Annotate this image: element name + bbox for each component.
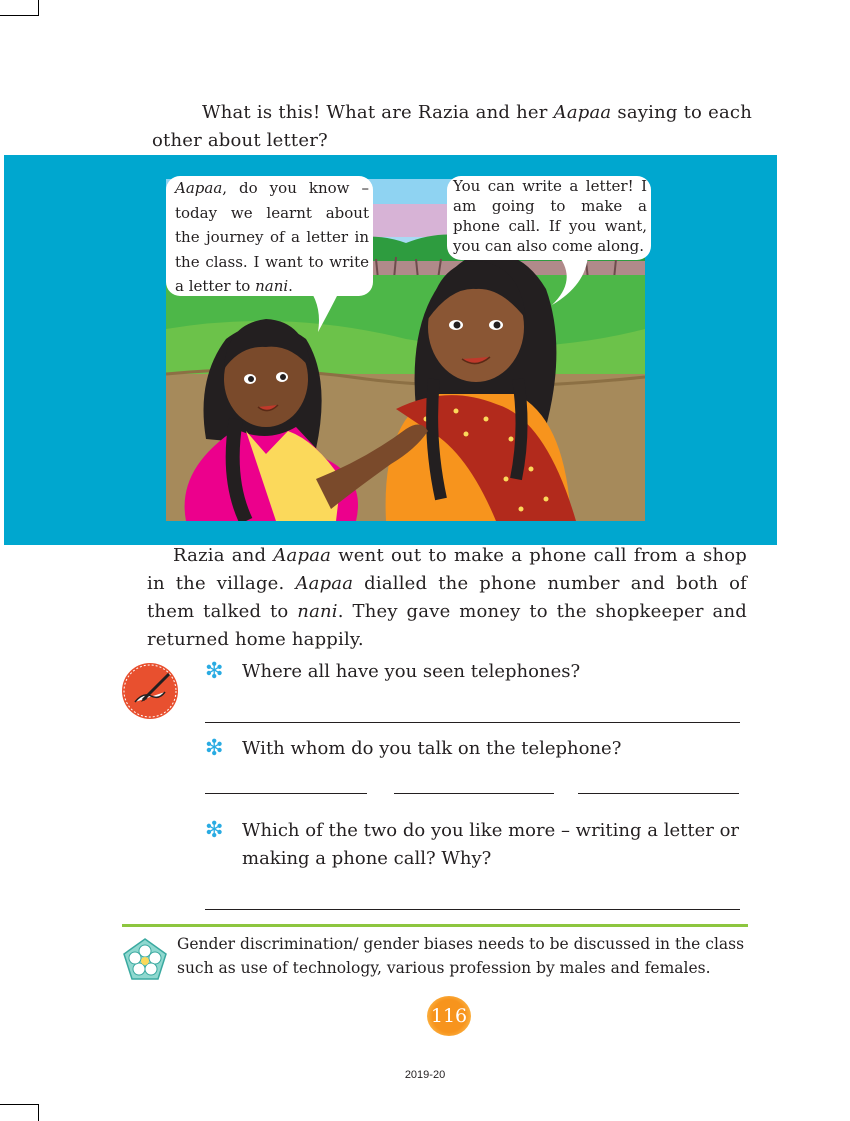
writing-activity-icon: [121, 662, 179, 720]
story-paragraph: Razia and Aapaa went out to make a phone call from a shop in the village. Aapaa dialled the phone number and both of them talked to nani. They gave money to the shopkeeper and returned home happily.: [147, 545, 747, 650]
question-marker-icon: ❇: [205, 659, 224, 684]
teacher-note-flower-icon: [122, 937, 168, 983]
teacher-note-rule: [122, 924, 748, 927]
speech-bubble-tail-left: [300, 290, 350, 335]
page-number: 116: [427, 996, 471, 1036]
speech-bubble-tail-right: [548, 255, 598, 310]
edition-year: 2019-20: [404, 1069, 446, 1081]
answer-line-2b[interactable]: [394, 793, 554, 794]
answer-line-2a[interactable]: [205, 793, 367, 794]
answer-line-1[interactable]: [205, 722, 740, 723]
speech-bubble-aapaa: You can write a letter! I am going to make a phone call. If you want, you can also come along.: [447, 176, 651, 260]
answer-line-3[interactable]: [205, 909, 740, 910]
question-marker-icon: ❇: [205, 818, 224, 843]
crop-mark-bottom: [0, 1104, 39, 1121]
question-marker-icon: ❇: [205, 736, 224, 761]
speech-bubble-razia: Aapaa, do you know – today we learnt about the journey of a letter in the class. I want to write a letter to nani.: [166, 176, 373, 296]
teacher-note: Gender discrimination/ gender biases needs to be discussed in the class such as use of technology, various profession by males and females.: [177, 935, 745, 977]
answer-line-2c[interactable]: [578, 793, 739, 794]
intro-paragraph: What is this! What are Razia and her Aapaa saying to each other about letter?: [152, 102, 752, 151]
crop-mark-top: [0, 0, 39, 16]
